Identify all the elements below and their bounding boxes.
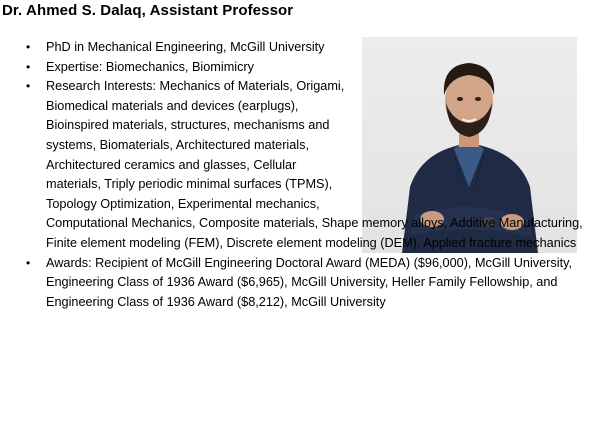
bullet-icon: • [26,79,31,94]
bullet-icon: • [26,40,31,54]
list-item-education [0,38,590,58]
research-interests-text-part2: Computational Mechanics, Composite materials, Shape memory alloys, Additive Manufacturing, Finite element modeling (FEM), Discrete element modeling (DEM), Applied fracture mechanics [46,216,583,250]
bullet-icon: • [26,59,31,74]
education-text: PhD in Mechanical Engineering, McGill University [46,40,325,54]
biography-list [0,38,590,312]
list-item-expertise [0,58,590,78]
list-item-awards [0,254,590,313]
bullet-icon: • [26,255,31,270]
page-title: Dr. Ahmed S. Dalaq, Assistant Professor [2,2,294,19]
list-item-research-interests [0,77,590,253]
expertise-text: Expertise: Biomechanics, Biomimicry [46,59,254,74]
research-interests-text-part1: Research Interests: Mechanics of Materials, Origami, Biomedical materials and devices (earplugs), Bioinspired materials, structures, mechanisms and systems, Biomaterials, Architectured materials, Architectured ceramics and glasses, Cellular materials, Triply periodic minimal surfaces (TPMS), Topology Optimization, Experimental mechanics, [46,79,345,211]
awards-text: Awards: Recipient of McGill Engineering Doctoral Award (MEDA) ($96,000), McGill University, Engineering Class of 1936 Award ($6,965), McGill University, Heller Family Fellowship, and Engineering Class of 1936 Award ($8,212), McGill University [46,255,573,309]
